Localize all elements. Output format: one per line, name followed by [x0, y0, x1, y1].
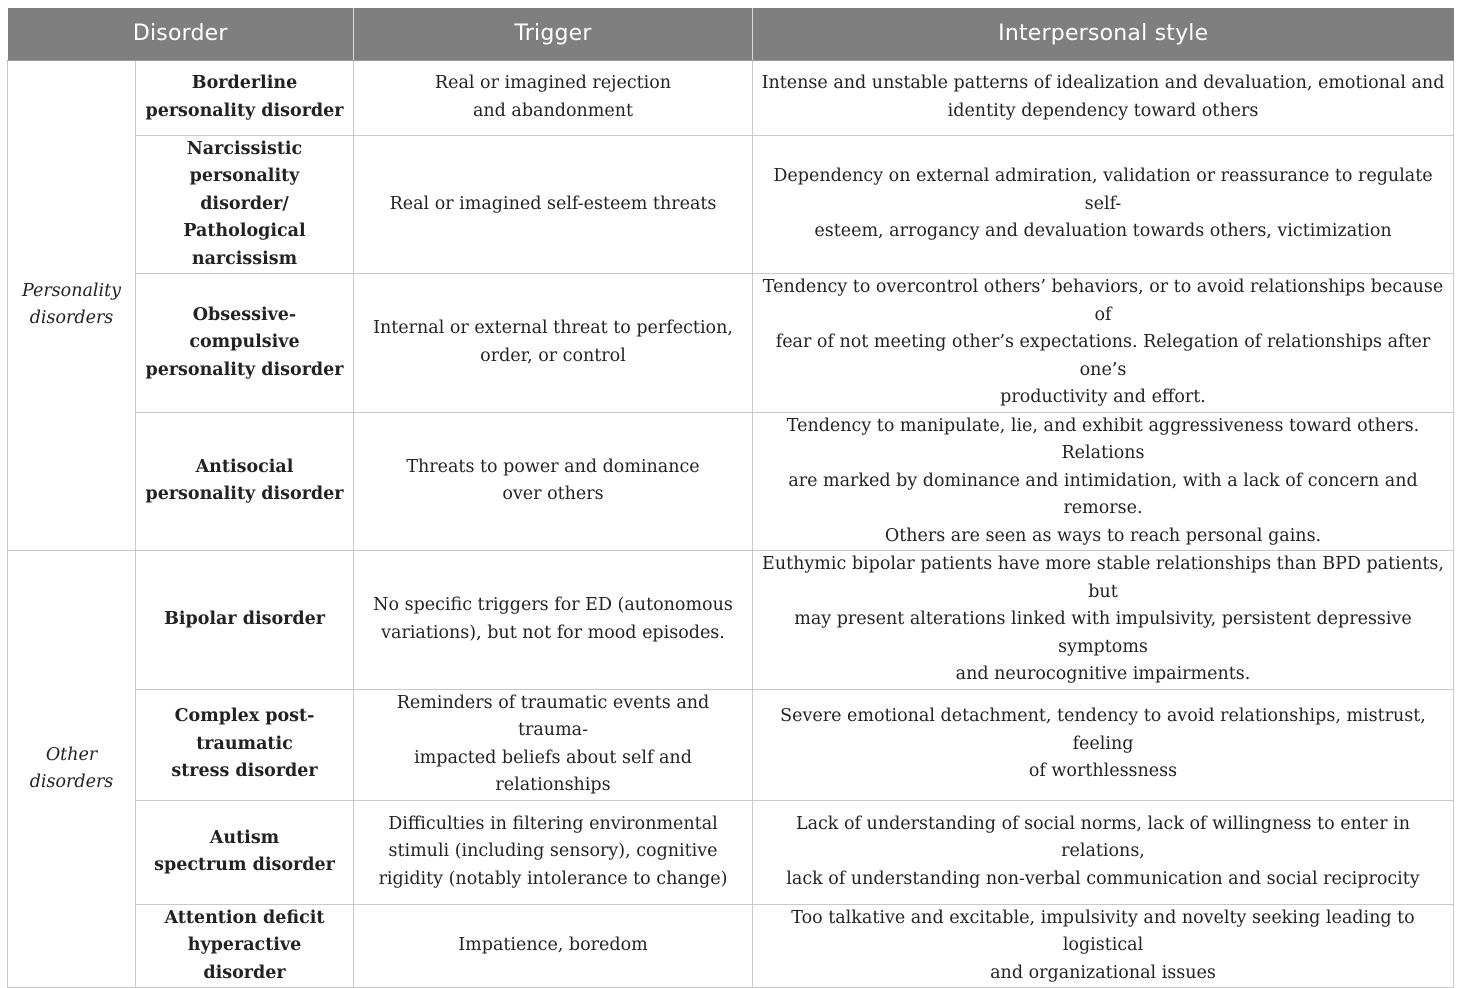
header-row: [8, 8, 1454, 60]
table-row: [8, 800, 1454, 904]
interpersonal-style-cell: Too talkative and excitable, impulsivity and novelty seeking leading to logistical and organizational issues: [753, 904, 1454, 988]
group-label-personality-disorders: Personality disorders: [8, 60, 136, 551]
interpersonal-style-cell: Tendency to manipulate, lie, and exhibit aggressiveness toward others. Relations are marked by dominance and intimidation, with a lack of concern and remorse. Others are seen as ways to reach personal gains.: [753, 412, 1454, 551]
trigger-cell: Threats to power and dominance over others: [354, 412, 753, 551]
table-row: [8, 60, 1454, 135]
disorder-name: Antisocial personality disorder: [136, 412, 354, 551]
table-row: [8, 551, 1454, 690]
interpersonal-style-cell: Euthymic bipolar patients have more stable relationships than BPD patients, but may present alterations linked with impulsivity, persistent depressive symptoms and neurocognitive impairments.: [753, 551, 1454, 690]
disorders-table: [7, 8, 1454, 988]
trigger-cell: Real or imagined rejection and abandonment: [354, 60, 753, 135]
trigger-cell: Reminders of traumatic events and trauma- impacted beliefs about self and relationships: [354, 689, 753, 800]
interpersonal-style-cell: Severe emotional detachment, tendency to avoid relationships, mistrust, feeling of worthlessness: [753, 689, 1454, 800]
disorder-name: Bipolar disorder: [136, 551, 354, 690]
disorder-name: Borderline personality disorder: [136, 60, 354, 135]
table-row: [8, 412, 1454, 551]
header-trigger: Trigger: [354, 8, 753, 60]
trigger-cell: No specific triggers for ED (autonomous variations), but not for mood episodes.: [354, 551, 753, 690]
table-row: [8, 135, 1454, 274]
interpersonal-style-cell: Dependency on external admiration, validation or reassurance to regulate self- esteem, arrogancy and devaluation towards others, victimization: [753, 135, 1454, 274]
table-row: [8, 274, 1454, 413]
disorder-name: Complex post- traumatic stress disorder: [136, 689, 354, 800]
table-row: [8, 689, 1454, 800]
header-interpersonal-style: Interpersonal style: [753, 8, 1454, 60]
interpersonal-style-cell: Tendency to overcontrol others’ behaviors, or to avoid relationships because of fear of not meeting other’s expectations. Relegation of relationships after one’s productivity and effort.: [753, 274, 1454, 413]
table-row: [8, 904, 1454, 988]
group-label-other-disorders: Other disorders: [8, 551, 136, 988]
disorder-name: Autism spectrum disorder: [136, 800, 354, 904]
trigger-cell: Internal or external threat to perfection, order, or control: [354, 274, 753, 413]
disorder-name: Attention deficit hyperactive disorder: [136, 904, 354, 988]
disorder-name: Narcissistic personality disorder/ Pathological narcissism: [136, 135, 354, 274]
trigger-cell: Difficulties in filtering environmental stimuli (including sensory), cognitive rigidity (notably intolerance to change): [354, 800, 753, 904]
interpersonal-style-cell: Intense and unstable patterns of idealization and devaluation, emotional and identity dependency toward others: [753, 60, 1454, 135]
trigger-cell: Impatience, boredom: [354, 904, 753, 988]
interpersonal-style-cell: Lack of understanding of social norms, lack of willingness to enter in relations, lack of understanding non-verbal communication and social reciprocity: [753, 800, 1454, 904]
disorder-name: Obsessive-compulsive personality disorder: [136, 274, 354, 413]
header-disorder: Disorder: [8, 8, 354, 60]
trigger-cell: Real or imagined self-esteem threats: [354, 135, 753, 274]
